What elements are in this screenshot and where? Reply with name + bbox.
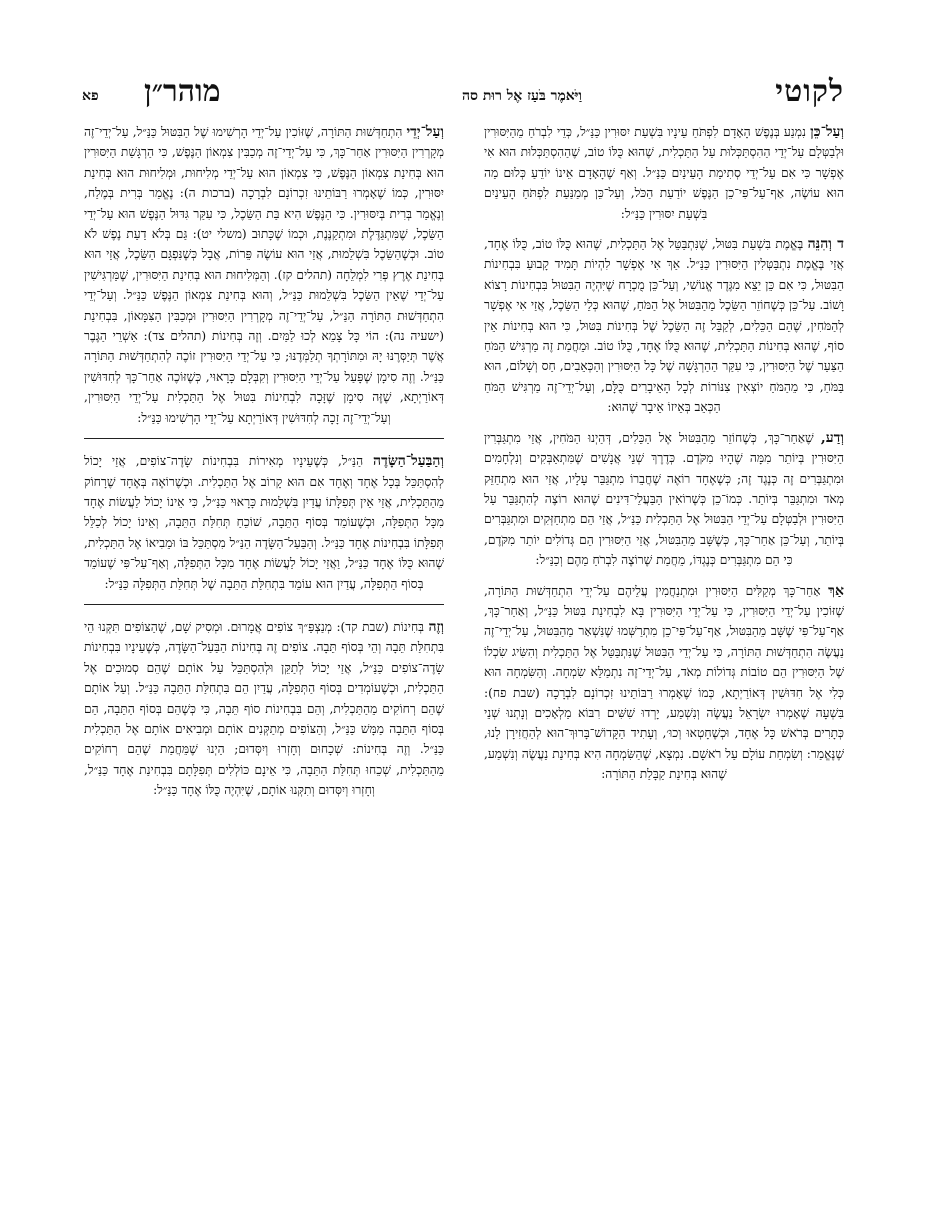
paragraph-text: הַנַּ״ל, כְּשֶׁעֵינָיו מְאִירוֹת בִּבְחִינוֹת שָׂדֶה־צוֹפִים, אֲזַי יָכוֹל לְהִסְתַּכֵּל בְּכָל אֶחָד וְאֶחָד אִם הוּא קָרוֹב אֶל הַתַּכְלִית. וּכְשֶׁרוֹאֶה בְּאֶחָד שֶׁרָחוֹק מֵהַתַּכְלִית, אֲזַי אֵין תְּפִלָּתוֹ עֲדַיִן בִּשְׁלֵמוּת כָּרָאוּי כַּנַּ״ל, כִּי אֵינוֹ יָכוֹל לַעֲשׂוֹת אֶחָד מִכָּל הַתְּפִלָּה, וּכְשֶׁעוֹמֵד בְּסוֹף הַתֵּבָה, שׁוֹכֵחַ תְּחִלַּת הַתֵּבָה, וְאֵינוֹ יָכוֹל לְכַלֵּל תְּפִלָּתוֹ בִּבְחִינוֹת אֶחָד כַּנַּ״ל. וְהַבַּעַל־הַשָּׂדֶה הַנַּ״ל מִסְתַּכֵּל בּוֹ וּמֵבִיאוֹ אֶל הַתַּכְלִית, שֶׁהוּא כֻּלּוֹ אֶחָד כַּנַּ״ל, וַאֲזַי יָכוֹל לַעֲשׂוֹת אֶחָד מִכָּל הַתְּפִלָּה, וְאַף־עַל־פִּי שֶׁעוֹמֵד בְּסוֹף הַתְּפִלָּה, עֲדַיִן הוּא עוֹמֵד בִּתְחִלַּת הַתֵּבָה שֶׁל תְּחִלַּת הַתְּפִלָּה כַּנַּ״ל: — [84, 454, 444, 591]
paragraph — [484, 428, 844, 571]
paragraph — [484, 581, 844, 785]
running-head-verse: וַיֹּאמֶר בֹּעַז אֶל רוּת סה — [461, 88, 582, 104]
running-title-right: לקוטי — [775, 74, 844, 109]
paragraph-text: הִתְחַדְּשׁוּת הַתּוֹרָה, שֶׁזּוֹכִין עַל־יְדֵי הָרְשִׁימוּ שֶׁל הַבִּטּוּל כַּנַּ״ל, עַל־יְדֵי־זֶה מְקָרְרִין הַיִּסּוּרִין אַחַר־כָּךְ, כִּי עַל־יְדֵי־זֶה מְכַבִּין צִמְאוֹן הַנֶּפֶשׁ, כִּי הַרְגָּשַׁת הַיִּסּוּרִין הוּא בְּחִינַת צִמְאוֹן הַנֶּפֶשׁ, כִּי צִמְאוֹן הוּא עַל־יְדֵי מְלִיחוּת, וּמְלִיחוּת הוּא בְּחִינַת יִסּוּרִין, כְּמוֹ שֶׁאָמְרוּ רַבּוֹתֵינוּ זִכְרוֹנָם לִבְרָכָה (ברכות ה): נֶאֱמַר בְּרִית בְּמֶלַח, וְנֶאֱמַר בְּרִית בְּיִסּוּרִין. כִּי הַנֶּפֶשׁ הִיא בַּת הַשֵּׂכֶל, כִּי עִקַּר גִּדּוּל הַנֶּפֶשׁ הוּא עַל־יְדֵי הַשֵּׂכֶל, שֶׁמִּתְגַּדֶּלֶת וּמִתְקַנֶּנֶת, וּכְמוֹ שֶׁכָּתוּב (משלי יט): גַּם בְּלֹא דַעַת נֶפֶשׁ לֹא טוֹב. וּכְשֶׁהַשֵּׂכֶל בִּשְׁלֵמוּת, אֲזַי הוּא עוֹשֶׂה פֵּרוֹת, אֲבָל כְּשֶׁנִּפְגָּם הַשֵּׂכֶל, אֲזַי הוּא בְּחִינַת אֶרֶץ פְּרִי לִמְלֵחָה (תהלים קז). וְהַמְּלִיחוּת הוּא בְּחִינַת הַיִּסּוּרִין, שֶׁמַּרְגִּישִׁין עַל־יְדֵי שֶׁאֵין הַשֵּׂכֶל בִּשְׁלֵמוּת כַּנַּ״ל, וְהוּא בְּחִינַת צִמְאוֹן הַנֶּפֶשׁ כַּנַּ״ל. וְעַל־יְדֵי הִתְחַדְּשׁוּת הַתּוֹרָה הַנַּ״ל, עַל־יְדֵי־זֶה מְקָרְרִין הַיִּסּוּרִין וּמְכַבִּין הַצִּמָּאוֹן, בִּבְחִינַת (ישעיה נה): הוֹי כָּל צָמֵא לְכוּ לַמַּיִם. וְזֶה בְּחִינוֹת (תהלים צד): אַשְׁרֵי הַגֶּבֶר אֲשֶׁר תְּיַסְּרֶנּוּ יָהּ וּמִתּוֹרָתְךָ תְלַמְּדֶנּוּ; כִּי עַל־יְדֵי הַיִּסּוּרִין זוֹכֶה לְהִתְחַדְּשׁוּת הַתּוֹרָה כַּנַּ״ל. וְזֶה סִימָן שֶׁפָּעַל עַל־יְדֵי הַיִּסּוּרִין וְקִבְּלָם כָּרָאוּי, כְּשֶׁזּוֹכֶה אַחַר־כָּךְ לְחִדּוּשִׁין דְּאוֹרַיְתָא, שֶׁזֶּה סִימָן שֶׁזָּכָה לִבְחִינוֹת בִּטּוּל אֶל הַתַּכְלִית עַל־יְדֵי הַיִּסּוּרִין, וְעַל־יְדֵי־זֶה זָכָה לְחִדּוּשִׁין דְּאוֹרַיְתָא עַל־יְדֵי הָרְשִׁימוּ כַּנַּ״ל: — [84, 125, 444, 425]
page-number: פא — [82, 88, 99, 104]
paragraph — [84, 617, 444, 801]
paragraph-text: בֶּאֱמֶת בִּשְׁעַת בִּטּוּל, שֶׁנִּתְבַּטֵּל אֶל הַתַּכְלִית, שֶׁהוּא כֻּלּוֹ טוֹב, כֻּלּוֹ אֶחָד, אֲזַי בֶּאֱמֶת נִתְבַּטְּלִין הַיִּסּוּרִין כַּנַּ״ל. אַךְ אִי אֶפְשָׁר לִהְיוֹת תָּמִיד קָבוּעַ בִּבְחִינוֹת הַבִּטּוּל, כִּי אִם כֵּן יֵצֵא מִגֶּדֶר אֱנוֹשִׁי, וְעַל־כֵּן מֻכְרָח שֶׁיִּהְיֶה הַבִּטּוּל בִּבְחִינוֹת רָצוֹא וָשׁוֹב. עַל־כֵּן כְּשֶׁחוֹזֵר הַשֵּׂכֶל מֵהַבִּטּוּל אֶל הַמֹּחַ, שֶׁהוּא כְּלֵי הַשֵּׂכֶל, אֲזַי אִי אֶפְשָׁר לְהַמֹּחִין, שֶׁהֵם הַכֵּלִים, לְקַבֵּל זֶה הַשֵּׂכֶל שֶׁל בְּחִינוֹת בִּטּוּל, כִּי הוּא בְּחִינוֹת אֵין סוֹף, שֶׁהוּא בְּחִינוֹת הַתַּכְלִית, שֶׁהוּא כֻּלּוֹ אֶחָד, כֻּלּוֹ טוֹב. וּמֵחֲמַת זֶה מַרְגִּישׁ הַמֹּחַ הַצַּעַר שֶׁל הַיִּסּוּרִין, כִּי עִקַּר הַהַרְגָּשָׁה שֶׁל כָּל הַיִּסּוּרִין וְהַכְּאֵבִים, חַס וְשָׁלוֹם, הוּא בַּמֹּחַ, כִּי מֵהַמֹּחַ יוֹצְאִין צִנּוֹרוֹת לְכָל הָאֵיבָרִים כֻּלָּם, וְעַל־יְדֵי־זֶה מַרְגִּישׁ הַמֹּחַ הַכְּאֵב בְּאֵיזוֹ אֵיבָר שֶׁהוּא: — [484, 237, 844, 415]
paragraph-text: נִמְנַע בְּנֶפֶשׁ הָאָדָם לִפְתֹּחַ עֵינָיו בִּשְׁעַת יִסּוּרִין כַּנַּ״ל, כְּדֵי לִבְרֹחַ מֵהַיִּסּוּרִין וּלְבַטְּלָם עַל־יְדֵי הַהִסְתַּכְּלוּת עַל הַתַּכְלִית, שֶׁהוּא כֻּלּוֹ טוֹב, שֶׁהַהִסְתַּכְּלוּת הוּא אִי אֶפְשָׁר כִּי אִם עַל־יְדֵי סְתִימַת הָעֵינַיִם כַּנַּ״ל. וְאַף שֶׁהָאָדָם אֵינוֹ יוֹדֵעַ כְּלוּם מַה הוּא עוֹשֶׂה, אַף־עַל־פִּי־כֵן הַנֶּפֶשׁ יוֹדַעַת הַכֹּל, וְעַל־כֵּן מְמַנַּעַת לִפְתֹּחַ הָעֵינַיִם בִּשְׁעַת יִסּוּרִין כַּנַּ״ל: — [484, 125, 844, 221]
paragraph-lead-word: וְהַבַּעַל־הַשָּׂדֶה — [373, 453, 444, 470]
paragraph-lead-word: וְזֶה — [428, 618, 444, 635]
right-column — [484, 122, 844, 1182]
paragraph-lead-word: וְעַל־יְדֵי — [406, 124, 444, 140]
paragraph — [84, 122, 444, 428]
paragraph-text: שֶׁאַחַר־כָּךְ, כְּשֶׁחוֹזֵר מֵהַבִּטּוּל אֶל הַכֵּלִים, דְּהַיְנוּ הַמֹּחִין, אֲזַי מִתְגַּבְּרִין הַיִּסּוּרִין בְּיוֹתֵר מִמָּה שֶׁהָיוּ מִקֹּדֶם. כְּדֶרֶךְ שְׁנֵי אֲנָשִׁים שֶׁמִּתְאַבְּקִים וְנִלְחָמִים וּמִתְגַּבְּרִים זֶה כְּנֶגֶד זֶה; כְּשֶׁאֶחָד רוֹאֶה שֶׁחֲבֵרוֹ מִתְגַּבֵּר עָלָיו, אֲזַי הוּא מִתְחַזֵּק מְאֹד וּמִתְגַּבֵּר בְּיוֹתֵר. כְּמוֹ־כֵן כְּשֶׁרוֹאִין הַבַּעֲלֵי־דִּינִים שֶׁהוּא רוֹצֶה לְהִתְגַּבֵּר עַל הַיִּסּוּרִין וּלְבַטְּלָם עַל־יְדֵי הַבִּטּוּל אֶל הַתַּכְלִית כַּנַּ״ל, אֲזַי הֵם מִתְחַזְּקִים וּמִתְגַּבְּרִים בְּיוֹתֵר, וְעַל־כֵּן אַחַר־כָּךְ, כְּשֶׁשָּׁב מֵהַבִּטּוּל, אֲזַי הַיִּסּוּרִין הֵם גְּדוֹלִים יוֹתֵר מִקֹּדֶם, כִּי הֵם מִתְגַּבְּרִים כְּנֶגְדּוֹ, מֵחֲמַת שֶׁרוֹצֶה לִבְרֹחַ מֵהֶם וְכַנַּ״ל: — [484, 430, 844, 568]
paragraph-lead-word: וְעַל־כֵּן — [810, 124, 844, 140]
paragraph — [484, 234, 844, 418]
paragraph-lead-word: ד וְהִנֵּה — [807, 236, 844, 253]
running-title-left: מוהר״ן — [144, 74, 221, 109]
paragraph-lead-word: אַךְ — [828, 582, 844, 599]
paragraph — [84, 451, 444, 594]
page-header — [82, 74, 844, 114]
section-divider — [84, 604, 444, 605]
paragraph-lead-word: וְדַע, — [820, 429, 844, 446]
paragraph-text: בְּחִינוֹת (שבת קד): מְנַצְפַּ״ךְ צוֹפִים אֲמָרוּם. וּמְסִיק שָׁם, שֶׁהַצּוֹפִים תִּקְּנוּ הֵי בִּתְחִלַּת תֵּבָה וְהֵי בְּסוֹף תֵּבָה. צוֹפִים זֶה בְּחִינוֹת הַבַּעַל־הַשָּׂדֶה, כְּשֶׁעֵינָיו בִּבְחִינוֹת שָׂדֶה־צוֹפִים כַּנַּ״ל, אֲזַי יָכוֹל לְתַקֵּן וּלְהִסְתַּכֵּל עַל אוֹתָם שֶׁהֵם סְמוּכִים אֶל הַתַּכְלִית, וּכְשֶׁעוֹמְדִים בְּסוֹף הַתְּפִלָּה, עֲדַיִן הֵם בִּתְחִלַּת הַתֵּבָה כַּנַּ״ל. וְעַל אוֹתָם שֶׁהֵם רְחוֹקִים מֵהַתַּכְלִית, וְהֵם בִּבְחִינוֹת סוֹף תֵּבָה, כִּי כְּשֶׁהֵם בְּסוֹף הַתֵּבָה, הֵם בְּסוֹף הַתֵּבָה מַמָּשׁ כַּנַּ״ל, וְהַצּוֹפִים מְתַקְּנִים אוֹתָם וּמְבִיאִים אוֹתָם אֶל הַתַּכְלִית כַּנַּ״ל. וְזֶה בְּחִינוֹת: שְׁכָחוּם וְחָזְרוּ וְיִסְּדוּם; הַיְנוּ שֶׁמֵּחֲמַת שֶׁהֵם רְחוֹקִים מֵהַתַּכְלִית, שְׁכֵחוּ תְּחִלַּת הַתֵּבָה, כִּי אֵינָם כּוֹלְלִים תְּפִלָּתָם בִּבְחִינַת אֶחָד כַּנַּ״ל, וְחָזְרוּ וְיִסְּדוּם וְתִקְּנוּ אוֹתָם, שֶׁיִּהְיֶה כֻּלּוֹ אֶחָד כַּנַּ״ל: — [84, 619, 444, 798]
left-column — [84, 122, 444, 1182]
paragraph — [484, 122, 844, 224]
section-divider — [84, 438, 444, 439]
paragraph-text: אַחַר־כָּךְ מְקַלִּים הַיִּסּוּרִין וּמִתְנַחֲמִין עֲלֵיהֶם עַל־יְדֵי הִתְחַדְּשׁוּת הַתּוֹרָה, שֶׁזּוֹכִין עַל־יְדֵי הַיִּסּוּרִין, כִּי עַל־יְדֵי הַיִּסּוּרִין בָּא לִבְחִינַת בִּטּוּל כַּנַּ״ל, וְאַחַר־כָּךְ, אַף־עַל־פִּי שֶׁשָּׁב מֵהַבִּטּוּל, אַף־עַל־פִּי־כֵן מִתְרַשְּׁמוּ שֶׁנִּשְׁאַר מֵהַבִּטּוּל, עַל־יְדֵי־זֶה נַעֲשֶׂה הִתְחַדְּשׁוּת הַתּוֹרָה, כִּי עַל־יְדֵי הַבִּטּוּל שֶׁנִּתְבַּטֵּל אֶל הַתַּכְלִית וְהִשִּׂיג שִׂכְלוֹ שֶׁל הַיִּסּוּרִין הֵם טוֹבוֹת גְּדוֹלוֹת מְאֹד, עַל־יְדֵי־זֶה נִתְמַלֵּא שִׂמְחָה. וְהַשִּׂמְחָה הוּא כְּלִי אֶל חִדּוּשִׁין דְּאוֹרַיְתָא, כְּמוֹ שֶׁאָמְרוּ רַבּוֹתֵינוּ זִכְרוֹנָם לִבְרָכָה (שבת פח): בִּשְׁעָה שֶׁאָמְרוּ יִשְׂרָאֵל נַעֲשֶׂה וְנִשְׁמַע, יָרְדוּ שִׁשִּׁים רִבּוֹא מַלְאָכִים וְנָתְנוּ שְׁנֵי כְּתָרִים בְּרֹאשׁ כָּל אֶחָד, וּכְשֶׁחָטְאוּ וְכוּ׳, וְעָתִיד הַקָּדוֹשׁ־בָּרוּךְ־הוּא לְהַחֲזִירָן לָנוּ, שֶׁנֶּאֱמַר: וְשִׂמְחַת עוֹלָם עַל רֹאשָׁם. נִמְצָא, שֶׁהַשִּׂמְחָה הִיא בְּחִינַת נַעֲשֶׂה וְנִשְׁמַע, שֶׁהוּא בְּחִינַת קַבָּלַת הַתּוֹרָה: — [484, 583, 844, 782]
